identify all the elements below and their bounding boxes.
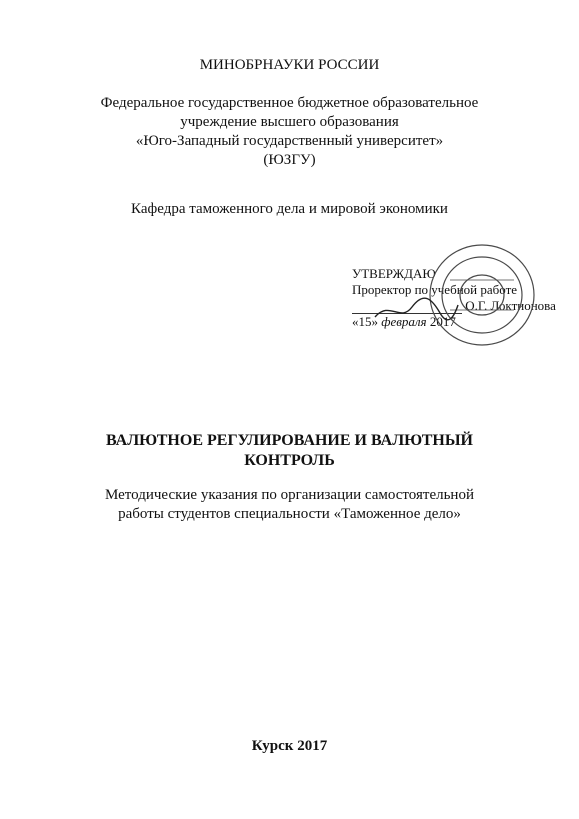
document-subtitle <box>0 486 579 524</box>
date-close-quote: » <box>371 314 378 329</box>
city-year: Курск 2017 <box>251 738 328 754</box>
approval-heading: УТВЕРЖДАЮ <box>352 266 436 281</box>
title-line: КОНТРОЛЬ <box>244 452 335 469</box>
subtitle-line: работы студентов специальности «Таможенное дело» <box>118 506 461 522</box>
approval-date <box>352 314 542 330</box>
department-name: Кафедра таможенного дела и мировой экономики <box>131 201 448 217</box>
subtitle-line: Методические указания по организации самостоятельной <box>105 487 474 503</box>
approval-name: О.Г. Локтионова <box>465 298 556 313</box>
date-open-quote: « <box>352 314 359 329</box>
org-line: (ЮЗГУ) <box>263 152 316 168</box>
document-title <box>0 431 579 471</box>
org-line: учреждение высшего образования <box>180 114 399 130</box>
signature-line <box>352 303 462 314</box>
organization-block <box>0 94 579 170</box>
date-day: 15 <box>358 314 372 329</box>
title-line: ВАЛЮТНОЕ РЕГУЛИРОВАНИЕ И ВАЛЮТНЫЙ <box>106 432 473 449</box>
approval-position: Проректор по учебной работе <box>352 282 518 297</box>
ministry-name: МИНОБРНАУКИ РОССИИ <box>199 57 380 73</box>
approval-signature-line <box>352 298 556 314</box>
org-line: «Юго-Западный государственный университет» <box>135 133 444 149</box>
date-year: 2017 <box>429 314 456 329</box>
date-month: февраля <box>381 314 427 329</box>
org-line: Федеральное государственное бюджетное образовательное <box>100 95 479 111</box>
approval-block <box>352 266 556 330</box>
